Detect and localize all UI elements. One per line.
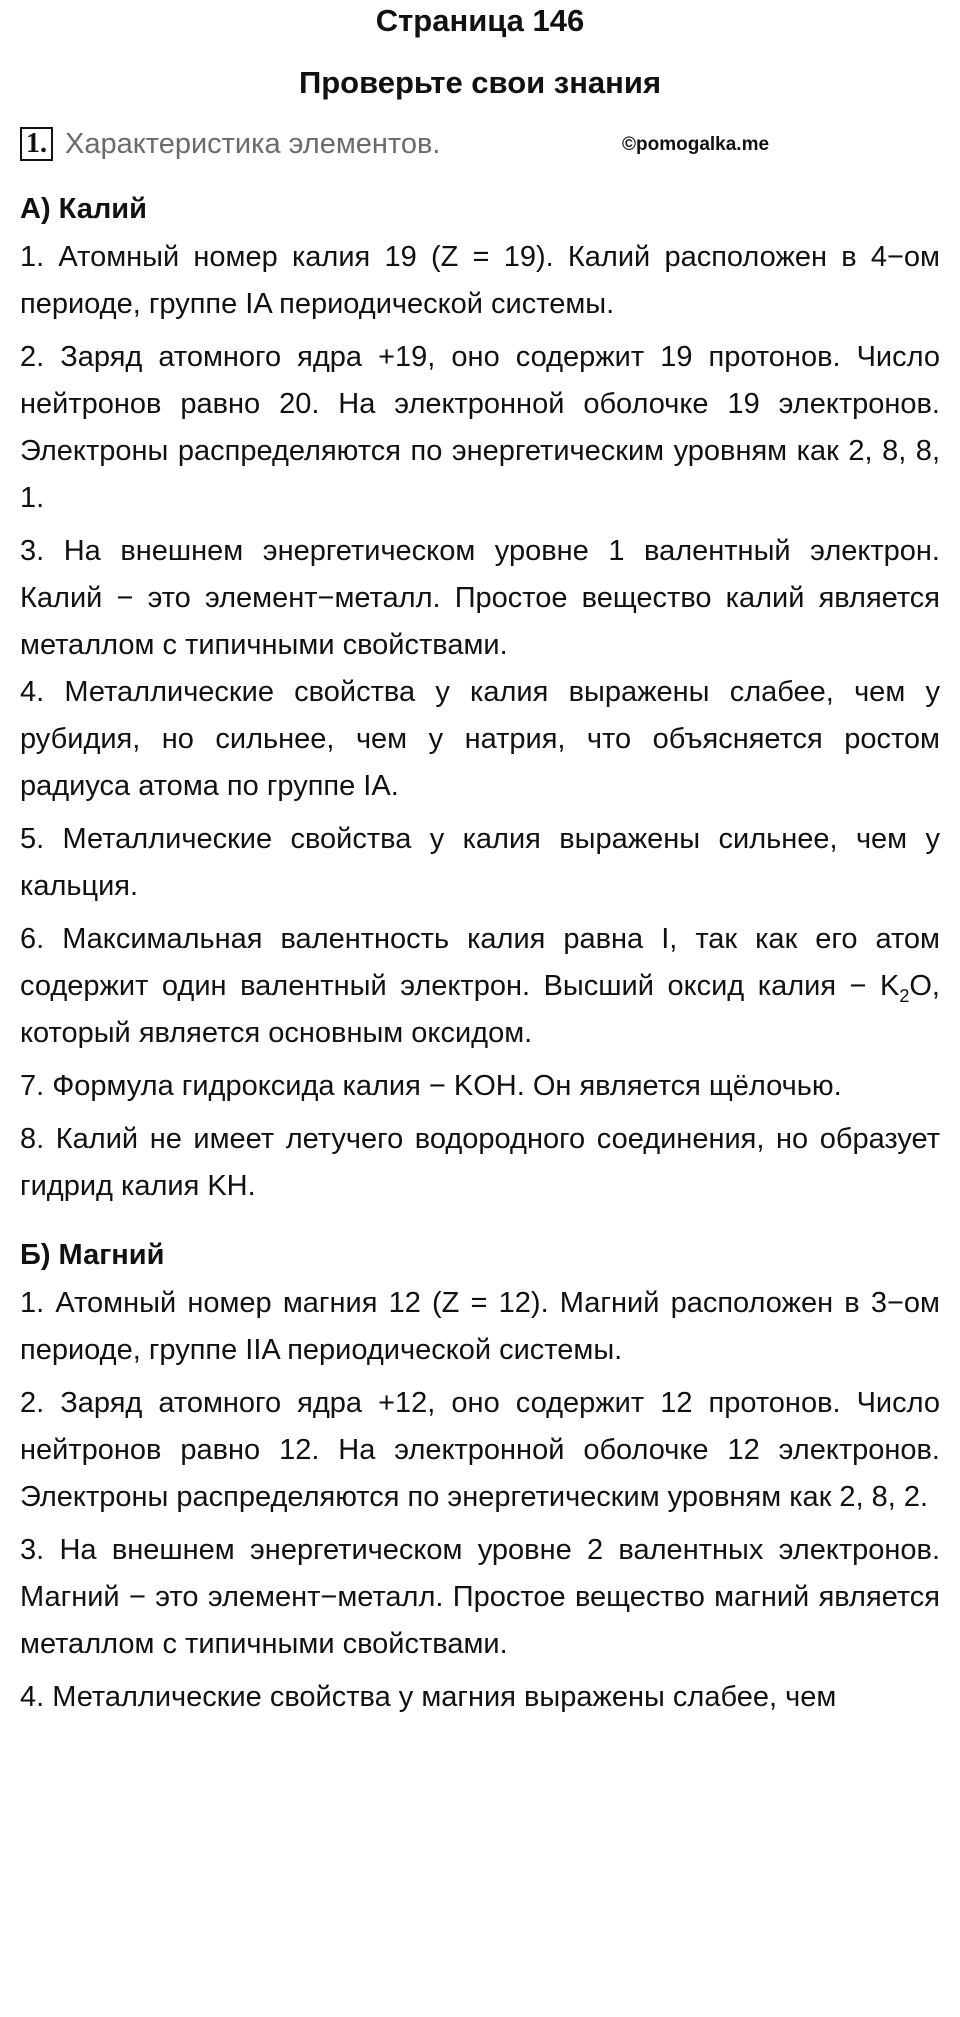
task-number-box: 1.: [20, 127, 53, 161]
magnesium-paragraph-4: 4. Металлические свойства у магния выражены слабее, чем: [20, 1681, 837, 1713]
section-title: Проверьте свои знания: [298, 65, 662, 100]
potassium-paragraph-2: 2. Заряд атомного ядра +19, оно содержит 19 протонов. Число нейтронов равно 20. На электронной оболочке 19 электронов. Электроны распределяются по энергетическим уровням как 2, 8, 8, 1.: [20, 341, 940, 514]
page-title: Страница 146: [375, 3, 585, 38]
magnesium-section: [20, 1230, 940, 1721]
potassium-p6-subscript: 2: [899, 985, 910, 1006]
task-text: Характеристика элементов.: [65, 127, 441, 160]
magnesium-paragraph-2: 2. Заряд атомного ядра +12, оно содержит 12 протонов. Число нейтронов равно 12. На электронной оболочке 12 электронов. Электроны распределяются по энергетическим уровням как 2, 8, 2.: [20, 1387, 940, 1513]
magnesium-paragraph-1: 1. Атомный номер магния 12 (Z = 12). Магний расположен в 3−ом периоде, группе IIA периодической системы.: [20, 1287, 940, 1366]
potassium-section: [20, 184, 940, 1210]
potassium-paragraph-3: 3. На внешнем энергетическом уровне 1 валентный электрон. Калий − это элемент−металл. Простое вещество калий является металлом с типичными свойствами.: [20, 535, 940, 661]
magnesium-heading: Б) Магний: [20, 1239, 165, 1271]
potassium-paragraph-5: 5. Металлические свойства у калия выражены сильнее, чем у кальция.: [20, 823, 940, 902]
task-line: [20, 124, 940, 164]
potassium-paragraph-8: 8. Калий не имеет летучего водородного соединения, но образует гидрид калия KH.: [20, 1123, 940, 1202]
potassium-heading: А) Калий: [20, 193, 147, 225]
potassium-paragraph-4: 4. Металлические свойства у калия выражены слабее, чем у рубидия, но сильнее, чем у натрия, что объясняется ростом радиуса атома по группе IA.: [20, 676, 940, 802]
potassium-p6-text: 6. Максимальная валентность калия равна I, так как его атом содержит один валентный электрон. Высший оксид калия − K: [20, 923, 940, 1002]
potassium-paragraph-6: [20, 916, 940, 1057]
potassium-paragraph-1: 1. Атомный номер калия 19 (Z = 19). Калий расположен в 4−ом периоде, группе IA периодической системы.: [20, 241, 940, 320]
magnesium-paragraph-3: 3. На внешнем энергетическом уровне 2 валентных электронов. Магний − это элемент−металл. Простое вещество магний является металлом с типичными свойствами.: [20, 1534, 940, 1660]
potassium-p6-text-end: O, который является основным оксидом.: [20, 970, 940, 1049]
watermark: ©pomogalka.me: [622, 134, 770, 155]
potassium-paragraph-7: 7. Формула гидроксида калия − KOH. Он является щёлочью.: [20, 1070, 842, 1102]
